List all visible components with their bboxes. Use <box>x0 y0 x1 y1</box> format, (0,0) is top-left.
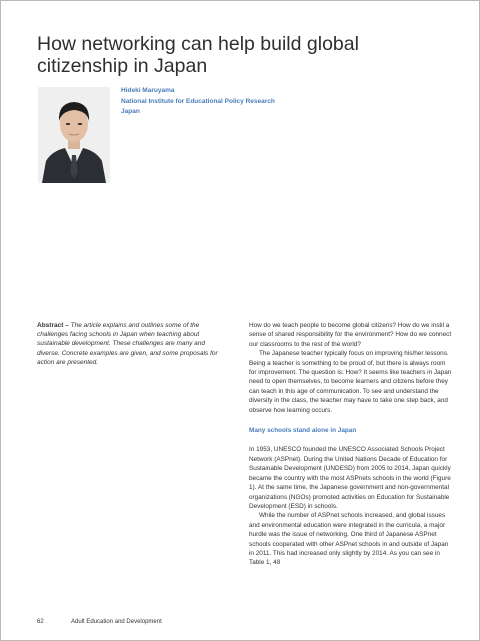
page-footer <box>37 619 162 625</box>
abstract <box>37 321 223 367</box>
article-body <box>249 321 452 568</box>
page-number: 62 <box>37 619 44 625</box>
body-paragraph-3: In 1953, UNESCO founded the UNESCO Associated Schools Project Network (ASPnet). During the United Nations Decade of Education for Sustainable Development (UNDESD) from 2005 to 2014, Japan quickly became the country with the most ASPnets schools in the world (Figure 1). At the same time, the Japanese government and non-governmental organizations (NGOs) promoted activities on Education for Sustainable Development (ESD) in schools. <box>249 446 451 510</box>
section-heading: Many schools stand alone in Japan <box>249 427 357 435</box>
author-name: Hideki Maruyama <box>121 87 175 94</box>
author-portrait-image <box>38 87 110 183</box>
article-title: How networking can help build global citizenship in Japan <box>37 33 359 78</box>
author-block <box>121 86 421 118</box>
author-country: Japan <box>121 108 140 115</box>
body-paragraph-1: How do we teach people to become global citizens? How do we instil a sense of shared responsibility for the environment? How do we connect our classrooms to the rest of the world? <box>249 322 452 348</box>
body-paragraph-2: The Japanese teacher typically focus on improving his/her lessons. Being a teacher is something to be proud of, but there is always room for improvement. The question is: How? It seems like teachers in Japan need to open themselves, to become learners and citizens before they can teach in this age of communication. To see and understand the diversity in the class, the teacher may have to take one step back, and observe how learning occurs. <box>249 350 452 414</box>
abstract-label: Abstract – <box>37 322 69 329</box>
body-paragraph-4: While the number of ASPnet schools increased, and global issues and environmental education were integrated in the curricula, a major hurdle was the issue of networking. One third of Japanese ASPnet schools cooperated with other ASPnet schools in and outside of Japan in 2011. This had increased only slightly by 2014. As you can see in Table 1, 48 <box>249 512 449 567</box>
author-photo <box>38 87 110 183</box>
publication-name: Adult Education and Development <box>71 619 162 625</box>
author-affiliation: National Institute for Educational Policy Research <box>121 97 275 105</box>
abstract-text: The article explains and outlines some of the challenges facing schools in Japan when teaching about sustainable development. These challenges are many and diverse. Concrete examples are given, and some proposals for action are presented. <box>37 322 218 366</box>
